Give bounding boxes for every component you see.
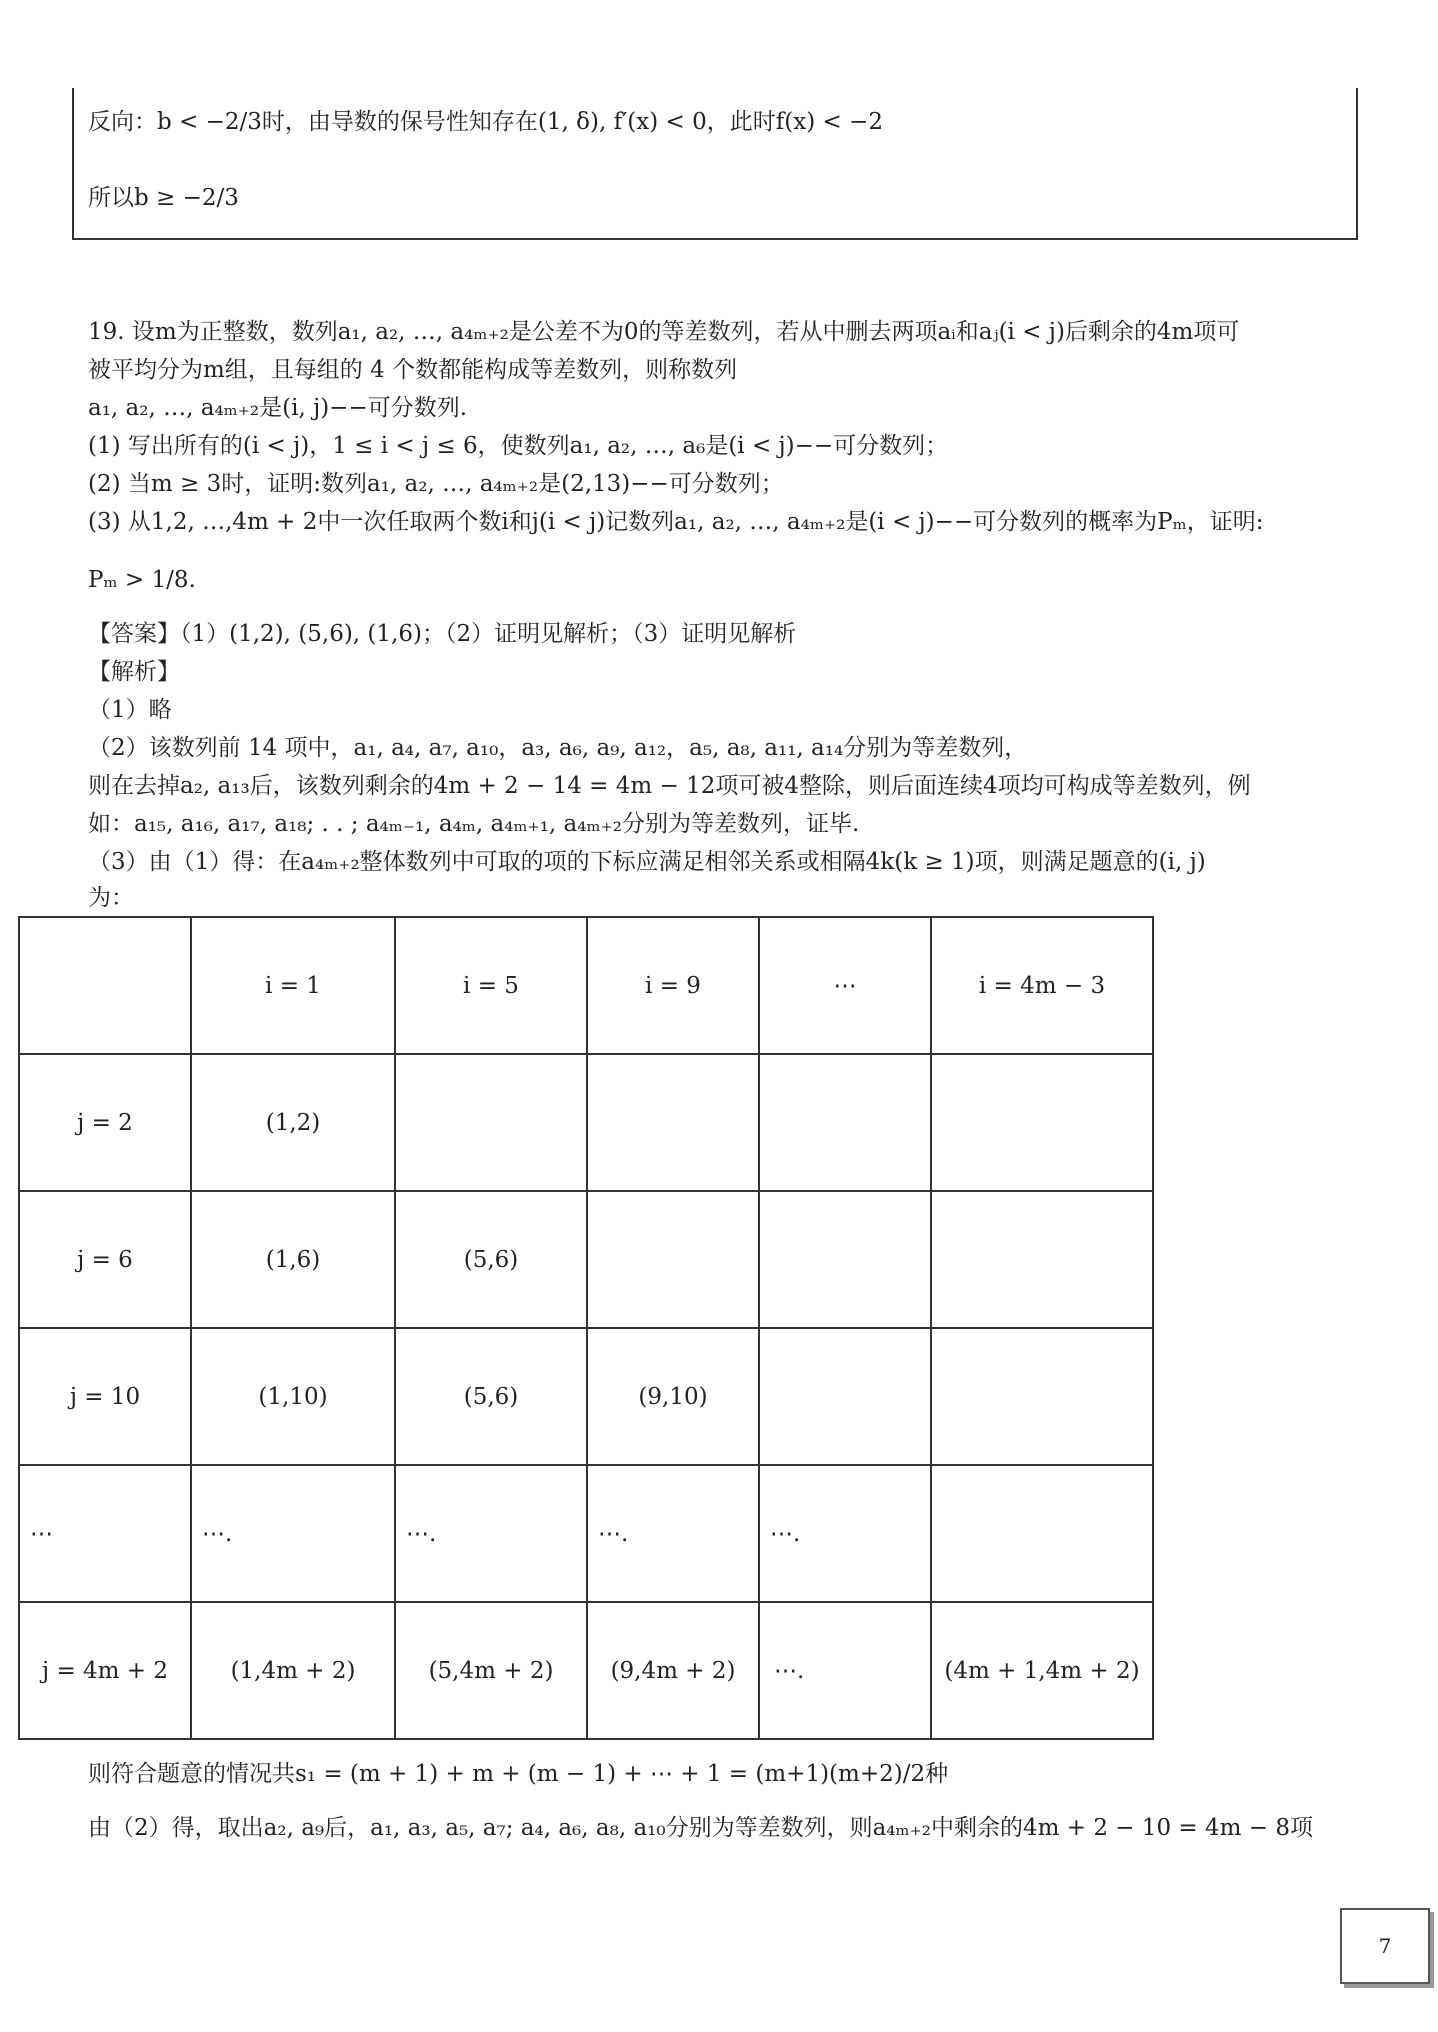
table-row (19, 1328, 1153, 1465)
table-header-row (19, 917, 1153, 1054)
analysis-part-2-line-3: 如：a₁₅, a₁₆, a₁₇, a₁₈; . . ; a₄ₘ₋₁, a₄ₘ, a₄ₘ₊₁, a₄ₘ₊₂分别为等差数列，证毕. (88, 811, 860, 837)
table-cell: (9,10) (587, 1328, 759, 1465)
table-cell: j = 4m + 2 (19, 1602, 191, 1739)
page-number: 7 (1340, 1908, 1430, 1984)
table-cell: (1,4m + 2) (191, 1602, 395, 1739)
table-cell: (5,4m + 2) (395, 1602, 587, 1739)
table-cell: (5,6) (395, 1328, 587, 1465)
question-2: (2) 当m ≥ 3时，证明:数列a₁, a₂, …, a₄ₘ₊₂是(2,13)−−可分数列； (88, 471, 784, 497)
table-cell: i = 4m − 3 (931, 917, 1153, 1054)
analysis-part-3-line-1: （3）由（1）得：在a₄ₘ₊₂整体数列中可取的项的下标应满足相邻关系或相隔4k(k ≥ 1)项，则满足题意的(i, j) (88, 849, 1206, 875)
table-row (19, 1054, 1153, 1191)
table-cell (931, 1465, 1153, 1602)
table-cell: ⋯ (759, 917, 931, 1054)
table-cell: ⋯. (191, 1465, 395, 1602)
table-cell: ⋯. (759, 1465, 931, 1602)
table-row (19, 1602, 1153, 1739)
table-cell (395, 1054, 587, 1191)
problem-stem-3: a₁, a₂, …, a₄ₘ₊₂是(i, j)−−可分数列. (88, 395, 468, 421)
after-table-line-2: 由（2）得，取出a₂, a₉后，a₁, a₃, a₅, a₇; a₄, a₆, a₈, a₁₀分别为等差数列，则a₄ₘ₊₂中剩余的4m + 2 − 10 = 4m − 8项 (88, 1815, 1313, 1841)
table-cell: (1,2) (191, 1054, 395, 1191)
table-cell (19, 917, 191, 1054)
table-cell: (4m + 1,4m + 2) (931, 1602, 1153, 1739)
table-cell: (1,6) (191, 1191, 395, 1328)
after-table-line-1: 则符合题意的情况共s₁ = (m + 1) + m + (m − 1) + ⋯ + 1 = (m+1)(m+2)/2种 (88, 1761, 949, 1787)
analysis-part-3-line-2: 为： (88, 885, 134, 911)
pairs-table (18, 916, 1154, 1740)
prev-line-2: 所以b ≥ −2/3 (88, 185, 239, 211)
analysis-part-1: （1）略 (88, 697, 172, 723)
problem-stem-2: 被平均分为m组，且每组的 4 个数都能构成等差数列，则称数列 (88, 357, 738, 383)
table-cell (931, 1191, 1153, 1328)
table-cell: j = 10 (19, 1328, 191, 1465)
question-3: (3) 从1,2, …,4m + 2中一次任取两个数i和j(i < j)记数列a₁, a₂, …, a₄ₘ₊₂是(i < j)−−可分数列的概率为Pₘ，证明: (88, 509, 1264, 535)
table-cell: ⋯. (587, 1465, 759, 1602)
table-cell: j = 6 (19, 1191, 191, 1328)
table-cell (587, 1054, 759, 1191)
table-cell (931, 1054, 1153, 1191)
table-cell: j = 2 (19, 1054, 191, 1191)
prev-line-1: 反向：b < −2/3时，由导数的保号性知存在(1, δ), f′(x) < 0，此时f(x) < −2 (88, 109, 883, 135)
question-3-inequality: Pₘ > 1/8. (88, 567, 196, 593)
table-cell (587, 1191, 759, 1328)
question-1: (1) 写出所有的(i < j)，1 ≤ i < j ≤ 6，使数列a₁, a₂, …, a₆是(i < j)−−可分数列； (88, 433, 949, 459)
problem-stem-1: 19. 设m为正整数，数列a₁, a₂, …, a₄ₘ₊₂是公差不为0的等差数列，若从中删去两项aᵢ和aⱼ(i < j)后剩余的4m项可 (88, 319, 1240, 345)
analysis-part-2-line-2: 则在去掉a₂, a₁₃后，该数列剩余的4m + 2 − 14 = 4m − 12项可被4整除，则后面连续4项均可构成等差数列，例 (88, 773, 1251, 799)
table-cell (759, 1191, 931, 1328)
analysis-title: 【解析】 (88, 659, 180, 685)
table-cell: i = 9 (587, 917, 759, 1054)
table-cell: (9,4m + 2) (587, 1602, 759, 1739)
table-cell: (1,10) (191, 1328, 395, 1465)
table-cell (931, 1328, 1153, 1465)
table-row (19, 1465, 1153, 1602)
table-cell: ⋯. (759, 1602, 931, 1739)
table-cell: i = 5 (395, 917, 587, 1054)
table-cell: ⋯. (395, 1465, 587, 1602)
table-row (19, 1191, 1153, 1328)
table-cell: i = 1 (191, 917, 395, 1054)
table-cell: ⋯ (19, 1465, 191, 1602)
table-cell (759, 1328, 931, 1465)
table-cell (759, 1054, 931, 1191)
analysis-part-2-line-1: （2）该数列前 14 项中，a₁, a₄, a₇, a₁₀，a₃, a₆, a₉, a₁₂，a₅, a₈, a₁₁, a₁₄分别为等差数列， (88, 735, 1028, 761)
table-cell: (5,6) (395, 1191, 587, 1328)
answer-line: 【答案】（1）(1,2), (5,6), (1,6)；（2）证明见解析；（3）证明见解析 (88, 621, 797, 647)
